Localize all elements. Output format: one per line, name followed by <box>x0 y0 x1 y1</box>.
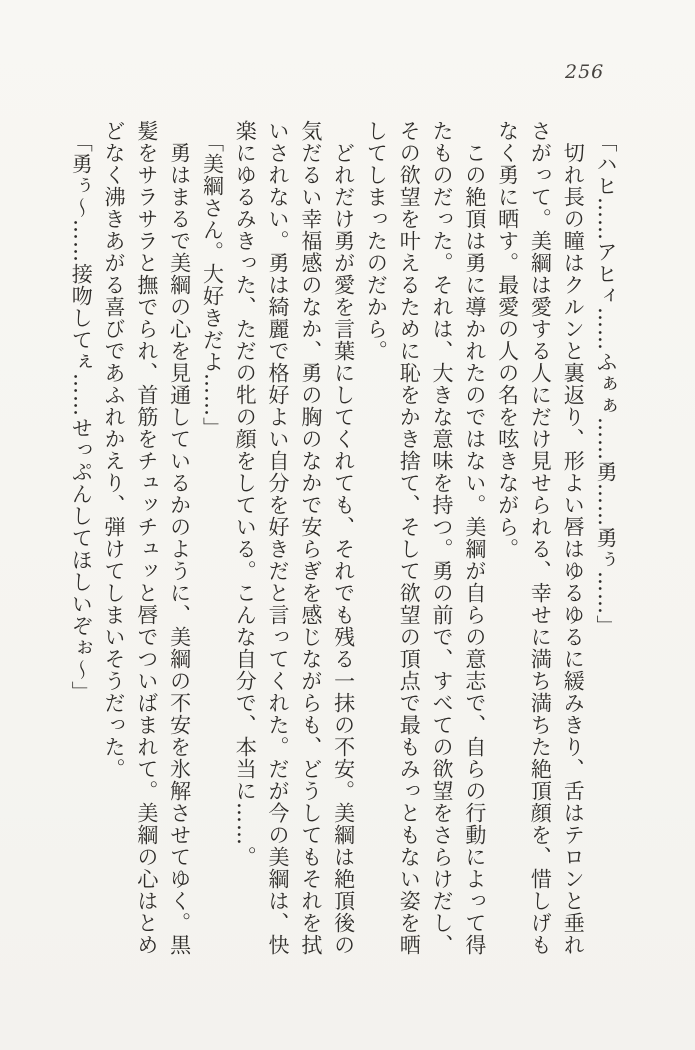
text-line: どれだけ勇が愛を言葉にしてくれても、それでも残る一抹の不安。美綱は絶頂後の <box>331 142 356 956</box>
text-line: 楽にゆるみきった、ただの牝の顔をしている。こんな自分で、本当に……。 <box>233 120 258 868</box>
text-line: 切れ長の瞳はクルンと裏返り、形よい唇はゆるゆるに緩みきり、舌はテロンと垂れ <box>561 142 586 956</box>
text-line: さがって。美綱は愛する人にだけ見せられる、幸せに満ち満ちた絶頂顔を、惜しげも <box>528 120 553 956</box>
text-line: どなく沸きあがる喜びであふれかえり、弾けてしまいそうだった。 <box>102 120 127 780</box>
text-line: この絶頂は勇に導かれたのではない。美綱が自らの意志で、自らの行動によって得 <box>462 142 487 956</box>
text-line: 「勇ぅ～……接吻してぇ……せっぷんしてほしいぞぉ～」 <box>69 131 94 703</box>
text-line: 勇はまるで美綱の心を見通しているかのように、美綱の不安を氷解させてゆく。黒 <box>167 142 192 956</box>
text-line: たものだった。それは、大きな意味を持つ。勇の前で、すべての欲望をさらけだし、 <box>430 120 455 956</box>
text-line: その欲望を叶えるために恥をかき捨て、そして欲望の頂点で最もみっともない姿を晒 <box>397 120 422 956</box>
text-line: 「美綱さん。大好きだよ……」 <box>200 131 225 439</box>
text-line: 「ハヒ……アヒィ……ふぁぁ……勇……勇ぅ……」 <box>594 131 618 637</box>
text-line: 髪をサラサラと撫でられ、首筋をチュッチュッと唇でついばまれて。美綱の心はとめ <box>134 120 159 956</box>
text-line: なく勇に晒す。最愛の人の名を呟きながら。 <box>495 120 520 560</box>
text-line: 気だるい幸福感のなか、勇の胸のなかで安らぎを感じながらも、どうしてもそれを拭 <box>298 120 323 956</box>
page-number: 256 <box>565 61 605 83</box>
text-block <box>64 120 622 960</box>
text-line: してしまったのだから。 <box>364 120 389 362</box>
text-line: いされない。勇は綺麗で格好よい自分を好きだと言ってくれた。だが今の美綱は、快 <box>266 120 291 956</box>
